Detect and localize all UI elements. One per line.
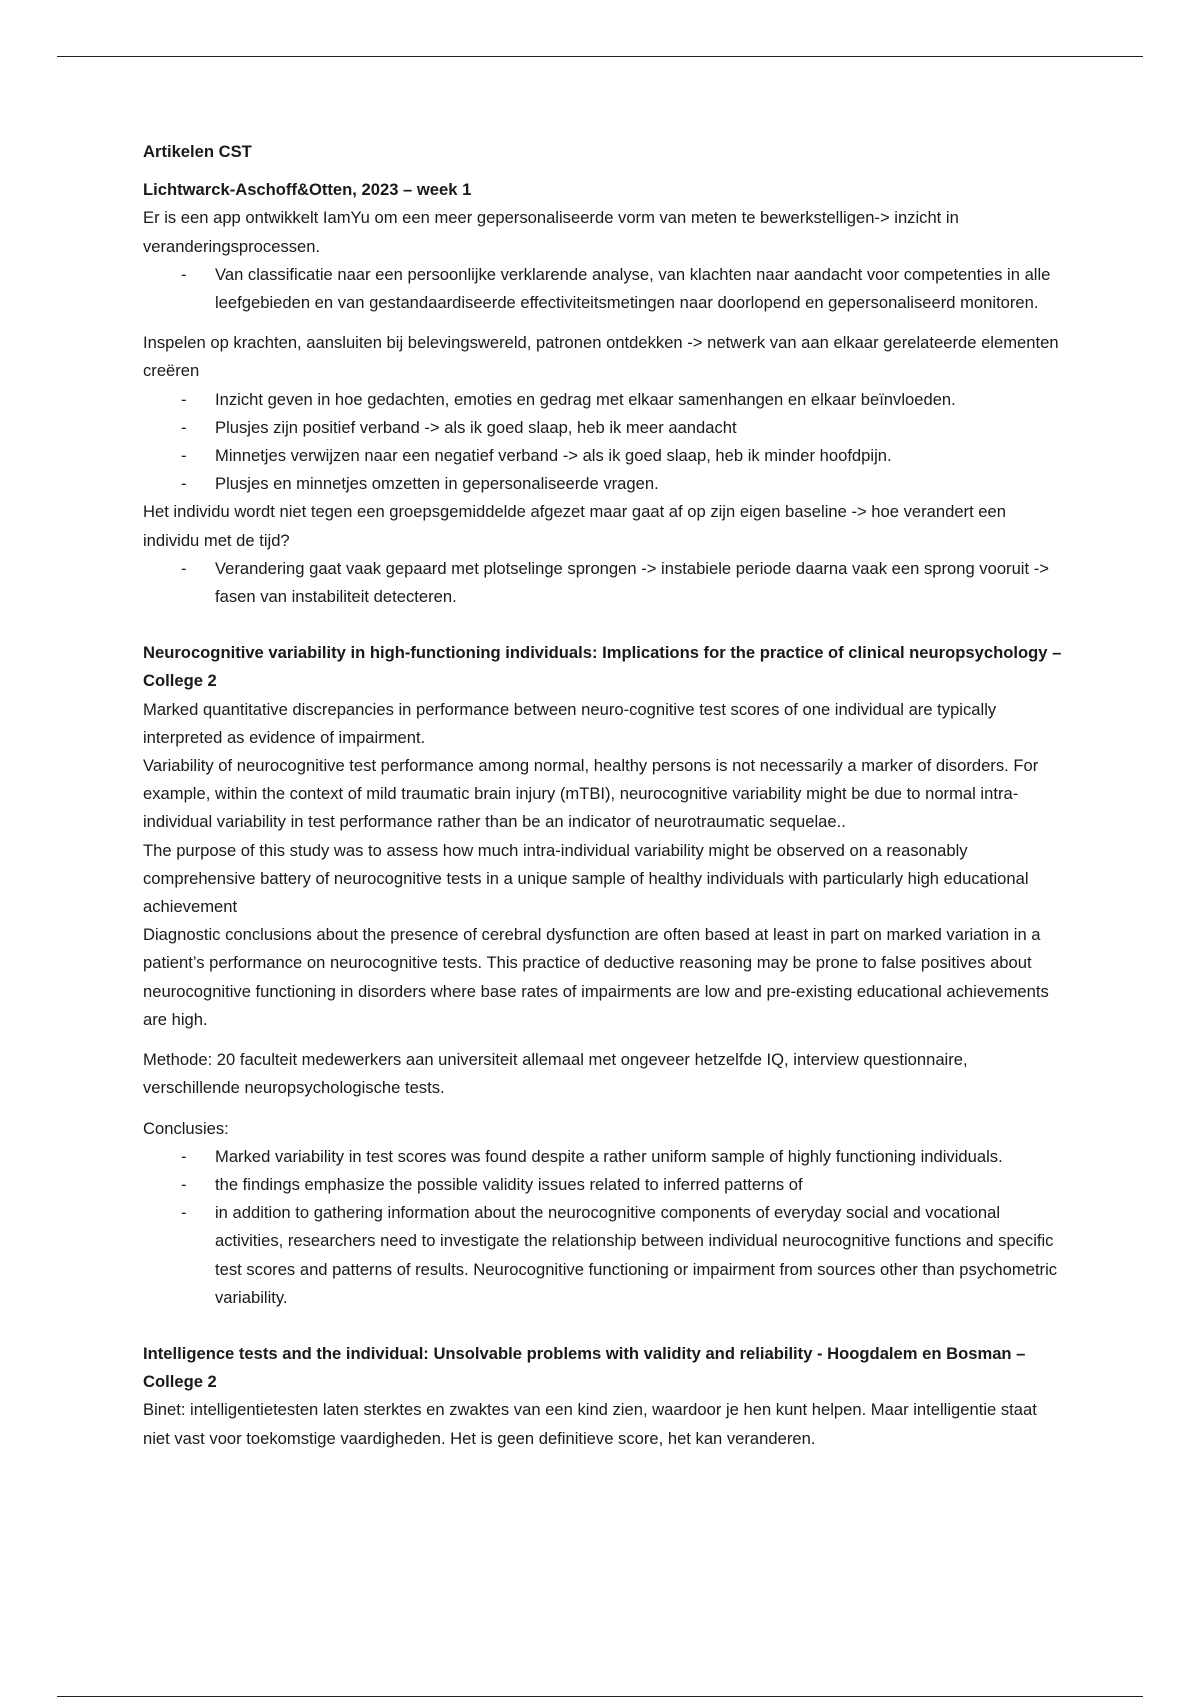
paragraph: The purpose of this study was to assess how much intra-individual variability might be observed on a reasonably comprehensive battery of neurocognitive tests in a unique sample of healthy individuals with particularly high educational achievement xyxy=(143,840,1029,917)
footer-rule xyxy=(57,1696,1143,1697)
section-heading: Neurocognitive variability in high-functioning individuals: Implications for the practice of clinical neuropsychology – College 2 xyxy=(143,643,1062,691)
header-rule xyxy=(57,56,1143,57)
list-item: - Plusjes zijn positief verband -> als ik goed slaap, heb ik meer aandacht xyxy=(143,414,1063,442)
list-item: - Van classificatie naar een persoonlijke verklarende analyse, van klachten naar aandacht voor competenties in alle leefgebieden en van gestandaardiseerde effectiviteitsmetingen naar doorlopend en gepersonaliseerd monitoren. xyxy=(143,261,1063,317)
method-paragraph: Methode: 20 faculteit medewerkers aan universiteit allemaal met ongeveer hetzelfde IQ, interview questionnaire, verschillende neuropsychologische tests. xyxy=(143,1050,968,1098)
list-item: - Minnetjes verwijzen naar een negatief verband -> als ik goed slaap, heb ik minder hoofdpijn. xyxy=(143,442,1063,470)
section-heading: Lichtwarck-Aschoff&Otten, 2023 – week 1 xyxy=(143,180,472,200)
paragraph: Binet: intelligentietesten laten sterktes en zwaktes van een kind zien, waardoor je hen kunt helpen. Maar intelligentie staat niet vast voor toekomstige vaardigheden. Het is geen definitieve score, het kan veranderen. xyxy=(143,1400,1037,1448)
list-item: - Inzicht geven in hoe gedachten, emoties en gedrag met elkaar samenhangen en elkaar beïnvloeden. xyxy=(143,386,1063,414)
paragraph: Inspelen op krachten, aansluiten bij belevingswereld, patronen ontdekken -> netwerk van aan elkaar gerelateerde elementen creëren xyxy=(143,333,1059,381)
bullet-list xyxy=(143,386,1063,499)
paragraph: Er is een app ontwikkelt IamYu om een meer gepersonaliseerde vorm van meten te bewerkstelligen-> inzicht in veranderingsprocessen. xyxy=(143,208,959,256)
section-neurocognitive-variability xyxy=(143,639,1063,1312)
document-page xyxy=(143,138,1063,1453)
document-title: Artikelen CST xyxy=(143,142,252,161)
conclusions-list xyxy=(143,1143,1063,1312)
paragraph: Het individu wordt niet tegen een groepsgemiddelde afgezet maar gaat af op zijn eigen baseline -> hoe verandert een individu met de tijd? xyxy=(143,502,1006,550)
section-lichtwarck xyxy=(143,176,1063,611)
bullet-list xyxy=(143,261,1063,317)
bullet-list xyxy=(143,555,1063,611)
list-item: - Plusjes en minnetjes omzetten in gepersonaliseerde vragen. xyxy=(143,470,1063,498)
section-heading: Intelligence tests and the individual: Unsolvable problems with validity and reliability - Hoogdalem en Bosman – College 2 xyxy=(143,1343,1026,1392)
list-item: - the findings emphasize the possible validity issues related to inferred patterns of xyxy=(143,1171,1063,1199)
list-item: - Verandering gaat vaak gepaard met plotselinge sprongen -> instabiele periode daarna vaak een sprong vooruit -> fasen van instabiliteit detecteren. xyxy=(143,555,1063,611)
paragraph: Diagnostic conclusions about the presence of cerebral dysfunction are often based at least in part on marked variation in a patient’s performance on neurocognitive tests. This practice of deductive reasoning may be prone to false positives about neurocognitive functioning in disorders where base rates of impairments are low and pre-existing educational achievements are high. xyxy=(143,925,1049,1029)
section-intelligence-tests xyxy=(143,1340,1063,1453)
paragraph: Variability of neurocognitive test performance among normal, healthy persons is not necessarily a marker of disorders. For example, within the context of mild traumatic brain injury (mTBI), neurocognitive variability might be due to normal intra-individual variability in test performance rather than be an indicator of neurotraumatic sequelae.. xyxy=(143,756,1039,832)
paragraph: Marked quantitative discrepancies in performance between neuro-cognitive test scores of one individual are typically interpreted as evidence of impairment. xyxy=(143,699,997,747)
list-item: - Marked variability in test scores was found despite a rather uniform sample of highly functioning individuals. xyxy=(143,1143,1063,1171)
conclusions-label: Conclusies: xyxy=(143,1118,229,1138)
list-item: - in addition to gathering information about the neurocognitive components of everyday social and vocational activities, researchers need to investigate the relationship between individual neurocognitive functions and specific test scores and patterns of results. Neurocognitive functioning or impairment from sources other than psychometric variability. xyxy=(143,1199,1063,1312)
